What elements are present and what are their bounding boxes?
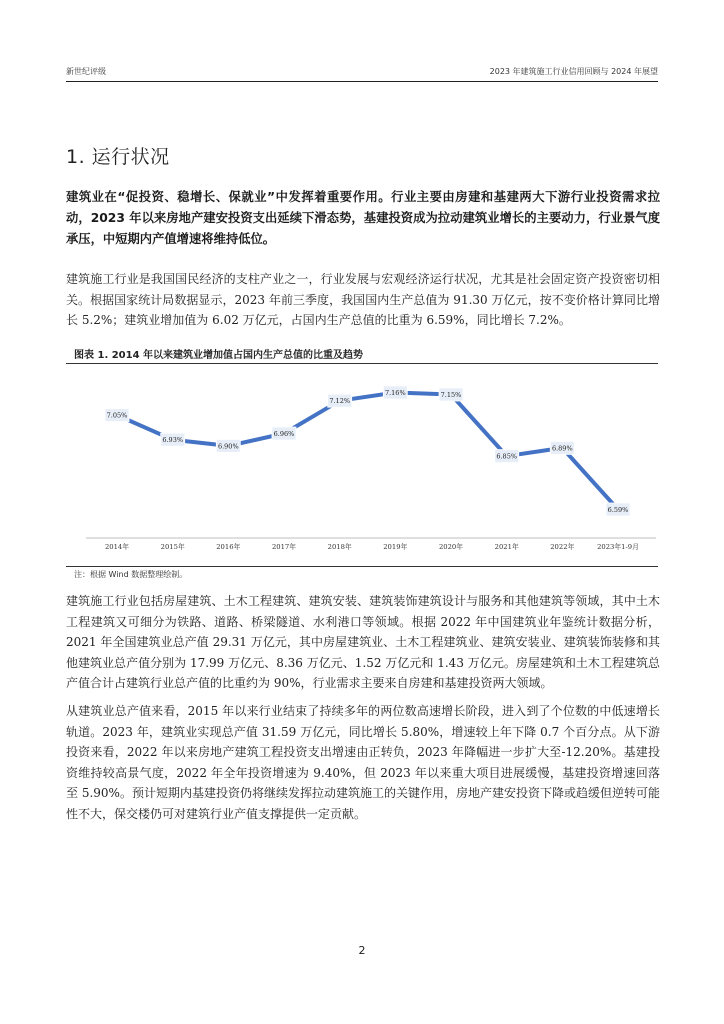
data-label-text: 6.93% [162,436,184,445]
data-label [550,441,574,454]
page-header [66,66,658,80]
data-label-text: 6.59% [607,506,629,514]
header-left: 新世纪评级 [66,67,106,76]
x-tick-label: 2022年 [550,543,575,551]
figure-note: 注：根据 Wind 数据整理绘制。 [74,570,188,579]
data-label [161,433,185,446]
data-label-text: 7.12% [329,397,351,406]
x-tick-label: 2019年 [383,543,408,551]
series-line [117,393,618,510]
data-label [105,409,129,422]
data-label [439,388,463,401]
data-label-text: 7.16% [384,389,406,397]
data-label-text: 6.89% [551,444,573,453]
x-tick-label: 2014年 [104,543,130,551]
data-label [328,394,352,407]
x-tick-label: 2015年 [160,543,185,551]
figure-title: 图表 1. 2014 年以来建筑业增加值占国内生产总值的比重及趋势 [74,350,364,361]
data-label [495,450,519,463]
header-right: 2023 年建筑施工行业信用回顾与 2024 年展望 [489,67,658,76]
data-label [272,427,296,440]
x-tick-label: 2020年 [438,543,464,551]
figure-top-rule [66,363,658,364]
x-tick-label: 2017年 [271,543,297,551]
line-chart [66,366,658,564]
data-label-text: 7.15% [440,391,462,399]
data-label [383,386,407,399]
data-label-text: 6.96% [273,430,295,438]
data-label-text: 6.85% [496,452,518,461]
x-tick-label: 2016年 [216,543,241,551]
data-label [216,439,240,452]
page-number: 2 [358,944,366,957]
x-tick-label: 2021年 [494,543,519,551]
section-title: 1. 运行状况 [66,146,170,168]
figure-bottom-rule [66,566,658,567]
x-tick-label: 2018年 [327,543,352,551]
data-label-text: 7.05% [106,411,128,420]
body-paragraph-2: 建筑施工行业包括房屋建筑、土木工程建筑、建筑安装、建筑装饰建筑设计与服务和其他建筑等领域，其中土木工程建筑又可细分为铁路、道路、桥梁隧道、水利港口等领域。根据 2022 年中国建筑业年鉴统计数据分析，2021 年全国建筑业总产值 29.31 万亿元，其中房屋建筑业、土木工程建筑业、建筑安装业、建筑装饰装修和其他建筑业总产值分别为 17.99 万亿元、8.36 万亿元、1.52 万亿元和 1.43 万亿元。房屋建筑和土木工程建筑总产值合计占建筑行业总产值的比重约为 90%，行业需求主要来自房建和基建投资两大领域。 [66,594,660,690]
x-tick-label: 2023年1-9月 [597,543,639,551]
header-divider [66,81,658,82]
lead-paragraph: 建筑业在“促投资、稳增长、保就业”中发挥着重要作用。行业主要由房建和基建两大下游行业投资需求拉动，2023 年以来房地产建安投资支出延续下滑态势，基建投资成为拉动建筑业增长的主要动力，行业景气度承压，中短期内产值增速将维持低位。 [66,190,660,246]
body-paragraph-1: 建筑施工行业是我国国民经济的支柱产业之一，行业发展与宏观经济运行状况，尤其是社会固定资产投资密切相关。根据国家统计局数据显示，2023 年前三季度，我国国内生产总值为 91.30 万亿元，按不变价格计算同比增长 5.2%；建筑业增加值为 6.02 万亿元，占国内生产总值的比重为 6.59%，同比增长 7.2%。 [66,272,660,327]
body-paragraph-3: 从建筑业总产值来看，2015 年以来行业结束了持续多年的两位数高速增长阶段，进入到了个位数的中低速增长轨道。2023 年，建筑业实现总产值 31.59 万亿元，同比增长 5.80%，增速较上年下降 0.7 个百分点。从下游投资来看，2022 年以来房地产建筑工程投资支出增速由正转负，2023 年降幅进一步扩大至-12.20%。基建投资维持较高景气度，2022 年全年投资增速为 9.40%，但 2023 年以来重大项目进展缓慢，基建投资增速回落至 5.90%。预计短期内基建投资仍将继续发挥拉动建筑施工的关键作用，房地产建安投资下降或趋缓但逆转可能性不大，保交楼仍可对建筑行业产值支撑提供一定贡献。 [66,704,660,821]
data-label-text: 6.90% [217,442,239,451]
data-label [606,503,630,516]
